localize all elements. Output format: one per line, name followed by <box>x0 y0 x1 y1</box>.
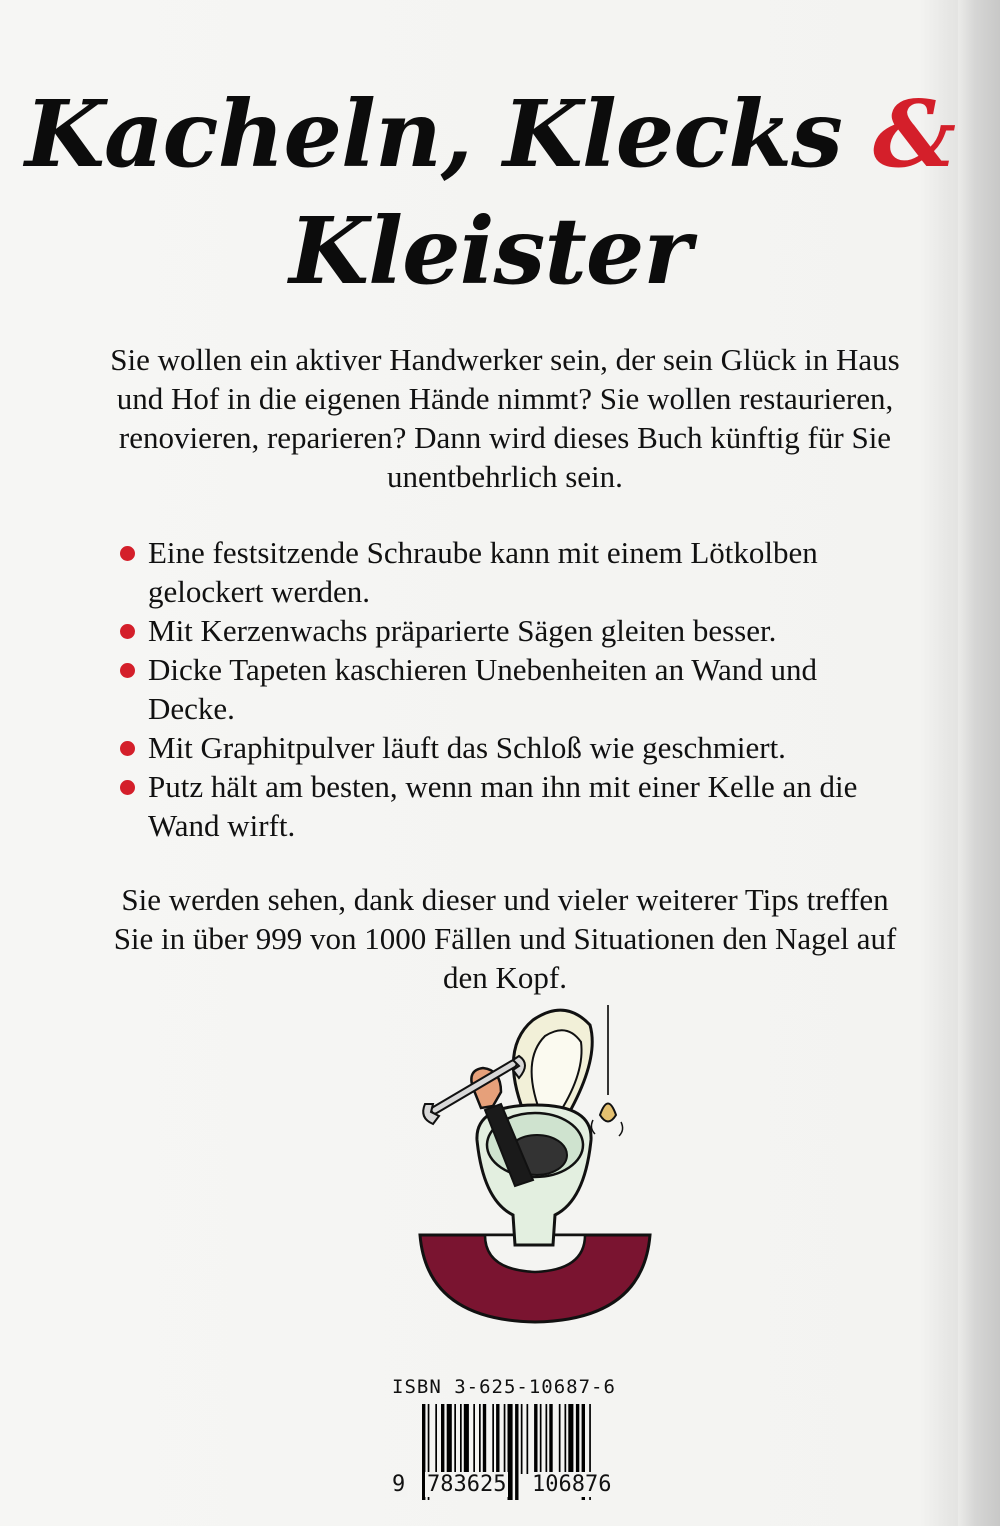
tip-item <box>118 611 908 650</box>
title-main-text: Kacheln, Klecks <box>24 80 842 188</box>
tip-text: Eine festsitzende Schraube kann mit einem Lötkolben gelockert werden. <box>148 535 818 609</box>
ean-prefix-digit: 9 <box>392 1472 406 1497</box>
tip-item <box>118 533 908 611</box>
tip-text: Dicke Tapeten kaschieren Unebenheiten an Wand und Decke. <box>148 652 818 726</box>
intro-paragraph: Sie wollen ein aktiver Handwerker sein, der sein Glück in Haus und Hof in die eigenen Hände nimmt? Sie wollen restaurieren, renovieren, reparieren? Dann wird dieses Buch künftig für Sie unentbehrlich sein. <box>110 342 900 494</box>
tip-text: Putz hält am besten, wenn man ihn mit einer Kelle an die Wand wirft. <box>148 769 858 843</box>
title-line-1 <box>0 80 990 188</box>
red-bullet-icon <box>120 780 135 795</box>
red-bullet-icon <box>120 741 135 756</box>
ean-right-digits: 106876 <box>532 1472 612 1497</box>
toilet-wrench-cartoon-icon <box>415 1000 655 1340</box>
red-bullet-icon <box>120 663 135 678</box>
tip-text: Mit Kerzenwachs präparierte Sägen gleiten besser. <box>148 613 777 648</box>
isbn-label: ISBN 3-625-10687-6 <box>392 1376 616 1398</box>
title-line-2: Kleister <box>289 197 691 305</box>
tip-item <box>118 767 908 845</box>
closing-paragraph: Sie werden sehen, dank dieser und vieler weiterer Tips treffen Sie in über 999 von 1000 Fällen und Situationen den Nagel auf den Kopf. <box>113 882 897 995</box>
ean-left-digits: 783625 <box>427 1472 507 1497</box>
tip-item <box>118 728 908 767</box>
red-bullet-icon <box>120 546 135 561</box>
tips-list <box>118 533 908 845</box>
tip-text: Mit Graphitpulver läuft das Schloß wie geschmiert. <box>148 730 786 765</box>
title-ampersand: & <box>872 80 955 188</box>
red-bullet-icon <box>120 624 135 639</box>
tip-item <box>118 650 908 728</box>
